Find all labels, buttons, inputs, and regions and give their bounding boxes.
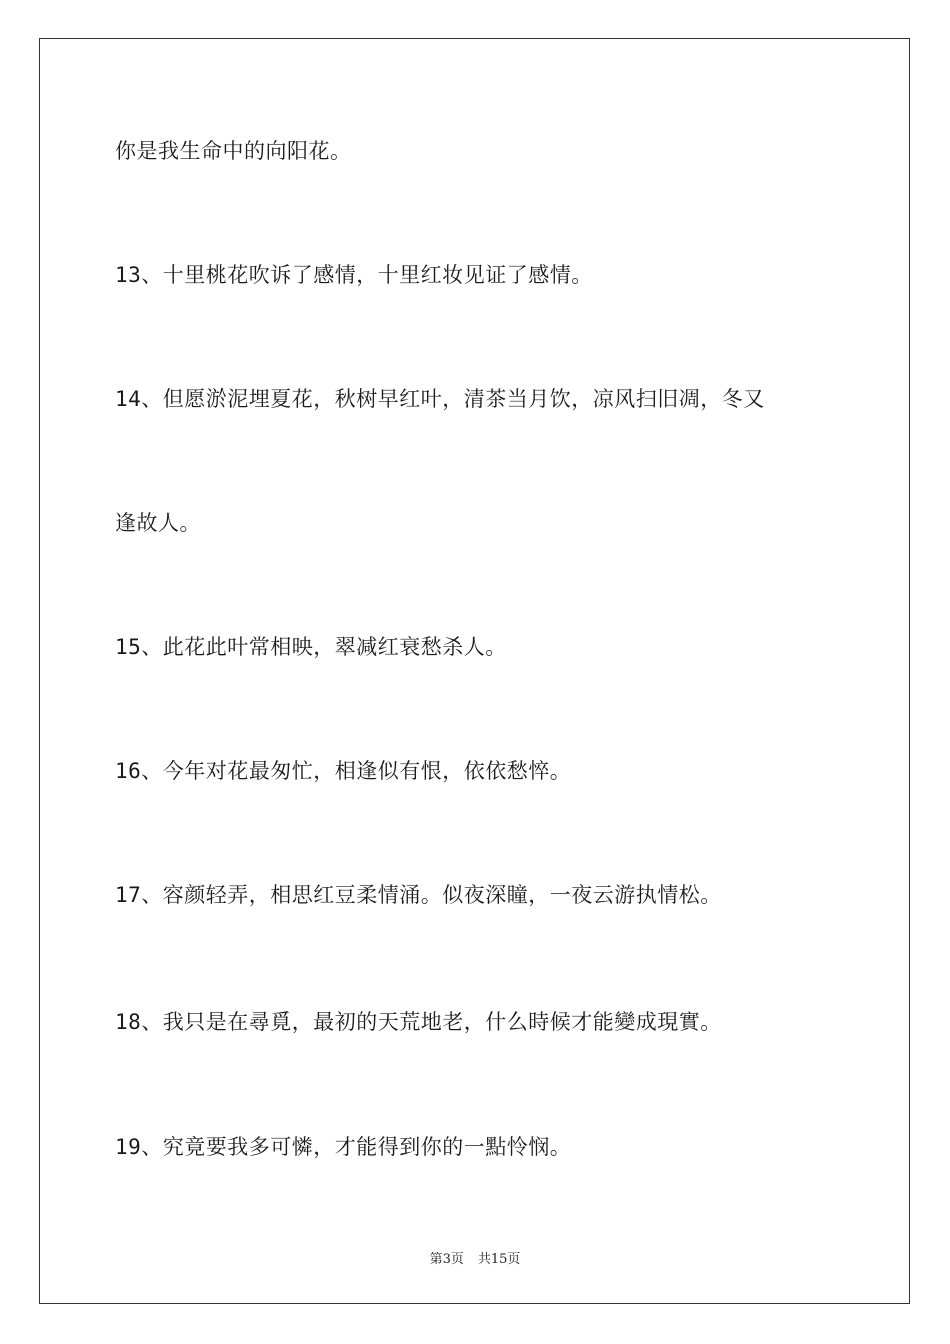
text-line: 16、今年对花最匆忙，相逢似有恨，依依愁悴。	[115, 759, 572, 783]
page-total: 共15页	[477, 1252, 521, 1267]
page-number: 第3页	[429, 1252, 464, 1267]
text-line: 18、我只是在尋覓，最初的天荒地老，什么時候才能變成現實。	[115, 1010, 722, 1034]
page-frame	[39, 38, 910, 1304]
text-line: 17、容颜轻弄，相思红豆柔情涌。似夜深瞳，一夜云游执情松。	[115, 883, 722, 907]
text-line: 19、究竟要我多可憐，才能得到你的一點怜悯。	[115, 1135, 572, 1159]
text-line: 你是我生命中的向阳花。	[115, 139, 352, 163]
text-line: 逢故人。	[115, 511, 201, 535]
page-footer	[0, 1248, 950, 1267]
text-line: 13、十里桃花吹诉了感情，十里红妆见证了感情。	[115, 263, 593, 287]
text-line: 14、但愿淤泥埋夏花，秋树早红叶，清茶当月饮，凉风扫旧凋，冬又	[115, 387, 765, 411]
text-line: 15、此花此叶常相映，翠减红衰愁杀人。	[115, 635, 507, 659]
